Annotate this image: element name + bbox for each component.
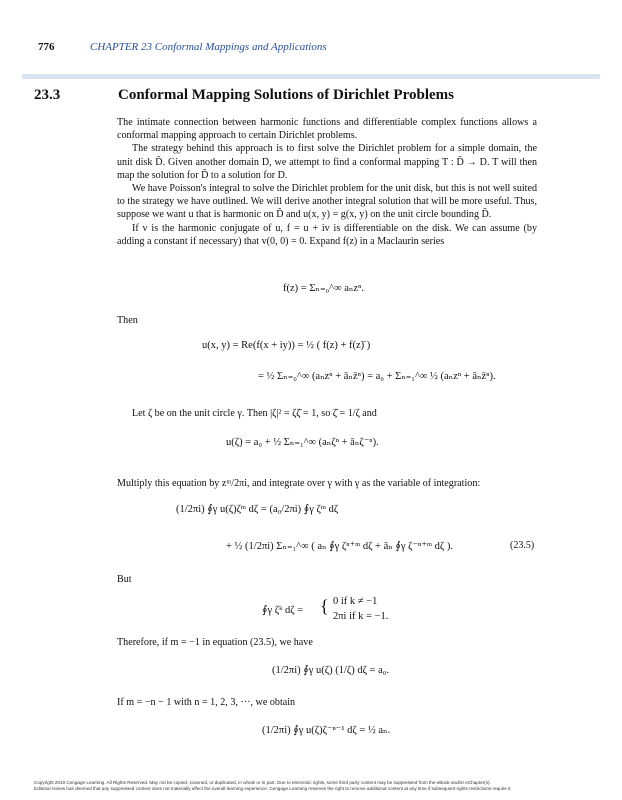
copyright-line-1: Copyright 2010 Cengage Learning. All Rights Reserved. May not be copied, scanned, or duplicated, in whole or in part. Due to electronic rights, some third party content may be suppressed from the eBook and/or eChapter(s). [34, 780, 491, 785]
paragraph-1: The intimate connection between harmonic functions and differentiable complex functions allows a conformal mapping approach to certain Dirichlet problems. [117, 117, 537, 142]
equation-integral-line1: (1/2πi) ∮γ u(ζ)ζᵐ dζ = (a₀/2πi) ∮γ ζᵐ dζ [176, 504, 339, 515]
equation-u-zeta: u(ζ) = a₀ + ½ Σₙ₌₁^∞ (aₙζⁿ + āₙζ⁻ⁿ). [226, 437, 379, 448]
copyright-line-2: Editorial review has deemed that any suppressed content does not materially affect the overall learning experience. Cengage Learning reserves the right to remove additional content at any time if subsequent rights restrictions require it. [34, 786, 512, 791]
equation-piecewise-lhs: ∮γ ζᵏ dζ = [262, 605, 304, 616]
paragraph-2: The strategy behind this approach is to first solve the Dirichlet problem for a simple domain, the unit disk D̃. Given another domain D, we attempt to find a conformal mapping T : D̃ → D. T will then map the solution for D̃ to a solution for D. [117, 143, 537, 181]
paragraph-7: Therefore, if m = −1 in equation (23.5), we have [117, 637, 313, 648]
equation-integral-line2: + ½ (1/2πi) Σₙ₌₁^∞ ( aₙ ∮γ ζⁿ⁺ᵐ dζ + āₙ ∮γ ζ⁻ⁿ⁺ᵐ dζ ). [226, 541, 454, 552]
equation-u-line2: = ½ Σₙ₌₀^∞ (aₙzⁿ + āₙz̄ⁿ) = a₀ + Σₙ₌₁^∞ ½ (aₙzⁿ + āₙz̄ⁿ). [258, 371, 496, 382]
paragraph-6: Multiply this equation by zᵐ/2πi, and integrate over γ with γ as the variable of integration: [117, 478, 481, 489]
running-title: CHAPTER 23 Conformal Mappings and Applications [90, 41, 327, 53]
equation-u-line1: u(x, y) = Re(f(x + iy)) = ½ ( f(z) + f(z)̄ ) [202, 340, 371, 351]
body-block-1 [117, 116, 537, 248]
brace-icon: { [320, 596, 329, 616]
paragraph-5: Let ζ be on the unit circle γ. Then |ζ|² = ζζ̄ = 1, so ζ̄ = 1/ζ and [132, 408, 377, 419]
word-then: Then [117, 315, 138, 326]
paragraph-8: If m = −n − 1 with n = 1, 2, 3, ···, we obtain [117, 697, 296, 708]
section-title: Conformal Mapping Solutions of Dirichlet Problems [118, 87, 454, 103]
section-number: 23.3 [34, 87, 61, 103]
word-but: But [117, 574, 132, 585]
equation-piecewise-case2: 2πi if k = −1. [333, 611, 389, 622]
paragraph-3: We have Poisson's integral to solve the Dirichlet problem for the unit disk, but this is not well suited to the strategy we have outlined. We will derive another integral solution that will be more useful. Thus, suppose we want u that is harmonic on D̃ and u(x, y) = g(x, y) on the unit circle bounding D̃. [117, 183, 537, 221]
copyright-footer [34, 780, 594, 792]
equation-a0: (1/2πi) ∮γ u(ζ) (1/ζ) dζ = a₀. [272, 665, 390, 676]
equation-number-23-5: (23.5) [510, 540, 535, 551]
equation-maclaurin: f(z) = Σₙ₌₀^∞ aₙzⁿ. [283, 283, 365, 294]
equation-piecewise-case1: 0 if k ≠ −1 [333, 596, 378, 607]
page-number: 776 [38, 41, 55, 53]
equation-an: (1/2πi) ∮γ u(ζ)ζ⁻ⁿ⁻¹ dζ = ½ aₙ. [262, 725, 391, 736]
header-rule [22, 74, 600, 79]
paragraph-4: If v is the harmonic conjugate of u, f = u + iv is differentiable on the disk. We can assume (by adding a constant if necessary) that v(0, 0) = 0. Expand f(z) in a Maclaurin series [117, 222, 537, 247]
